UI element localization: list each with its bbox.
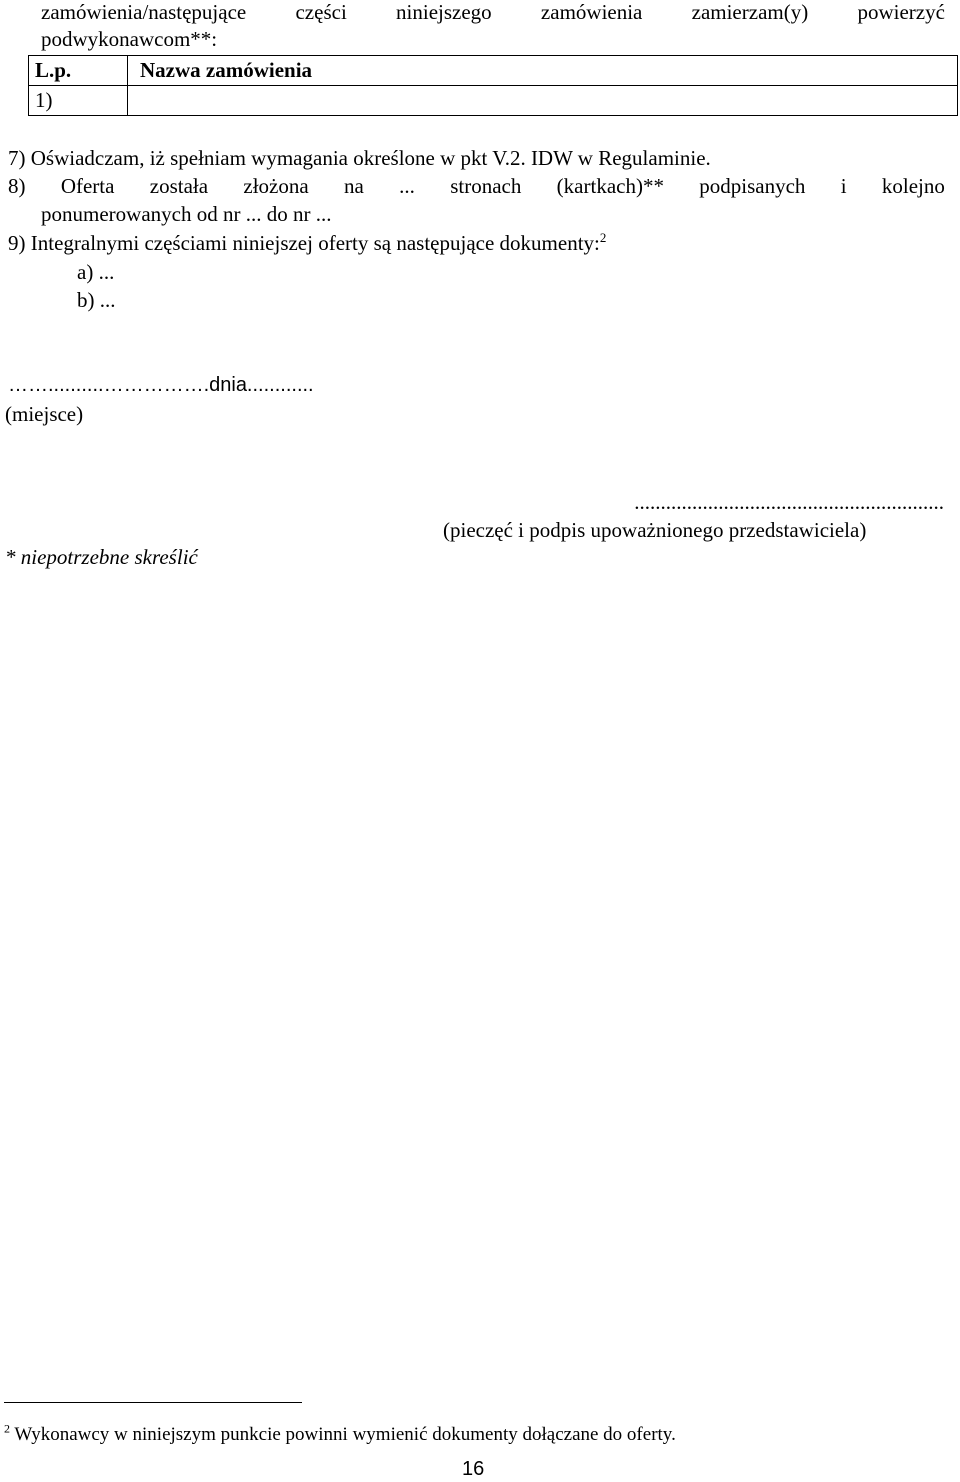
footnote <box>4 1421 676 1446</box>
intro-word: zamierzam(y) <box>691 0 809 24</box>
intro-word: zamówienia/następujące <box>41 0 247 24</box>
place-label: (miejsce) <box>5 402 84 426</box>
item-8-word: (kartkach)** <box>556 174 664 198</box>
item-7: 7) Oświadczam, iż spełniam wymagania określone w pkt V.2. IDW w Regulaminie. <box>8 146 711 170</box>
item-8-word: została <box>149 174 209 198</box>
subcontract-table <box>28 55 958 116</box>
item-8-line-2: ponumerowanych od nr ... do nr ... <box>41 202 332 226</box>
table-header-lp: L.p. <box>29 56 128 86</box>
footnote-mark: 2 <box>4 1421 10 1436</box>
item-8-word: kolejno <box>881 174 945 198</box>
intro-line-1 <box>41 0 945 25</box>
item-9-text: 9) Integralnymi częściami niniejszej oferty są następujące dokumenty: <box>8 231 600 255</box>
item-8-word: na <box>344 174 364 198</box>
table-cell-lp: 1) <box>29 86 128 116</box>
table-header-row <box>29 56 958 86</box>
intro-word: powierzyć <box>857 0 945 24</box>
item-8-word: złożona <box>243 174 309 198</box>
item-9-sub-a: a) ... <box>77 260 115 284</box>
item-8-line-1 <box>8 174 945 199</box>
footnote-ref: 2 <box>599 230 607 245</box>
item-8-word: ... <box>399 174 415 198</box>
table-row <box>29 86 958 116</box>
item-8-word: i <box>840 174 847 198</box>
table-header-name: Nazwa zamówienia <box>128 56 958 86</box>
item-8-word: podpisanych <box>699 174 806 198</box>
item-8-word: 8) <box>8 174 26 198</box>
intro-word: niniejszego <box>396 0 492 24</box>
strike-note: * niepotrzebne skreślić <box>5 545 198 569</box>
place-date-line: ……..........…………….dnia............ <box>8 374 314 396</box>
intro-line-2: podwykonawcom**: <box>41 27 218 51</box>
table-cell-name <box>128 86 958 116</box>
item-8-word: stronach <box>450 174 522 198</box>
signature-dots: ........................................................... <box>634 490 944 514</box>
intro-word: części <box>295 0 347 24</box>
intro-word: zamówienia <box>540 0 643 24</box>
footnote-text: Wykonawcy w niniejszym punkcie powinni wymienić dokumenty dołączane do oferty. <box>14 1424 676 1445</box>
item-9 <box>8 231 606 256</box>
signature-caption: (pieczęć i podpis upoważnionego przedstawiciela) <box>443 518 867 542</box>
item-8-word: Oferta <box>60 174 115 198</box>
page-number: 16 <box>462 1458 485 1480</box>
item-9-sub-b: b) ... <box>77 288 116 312</box>
footnote-divider <box>4 1402 302 1403</box>
